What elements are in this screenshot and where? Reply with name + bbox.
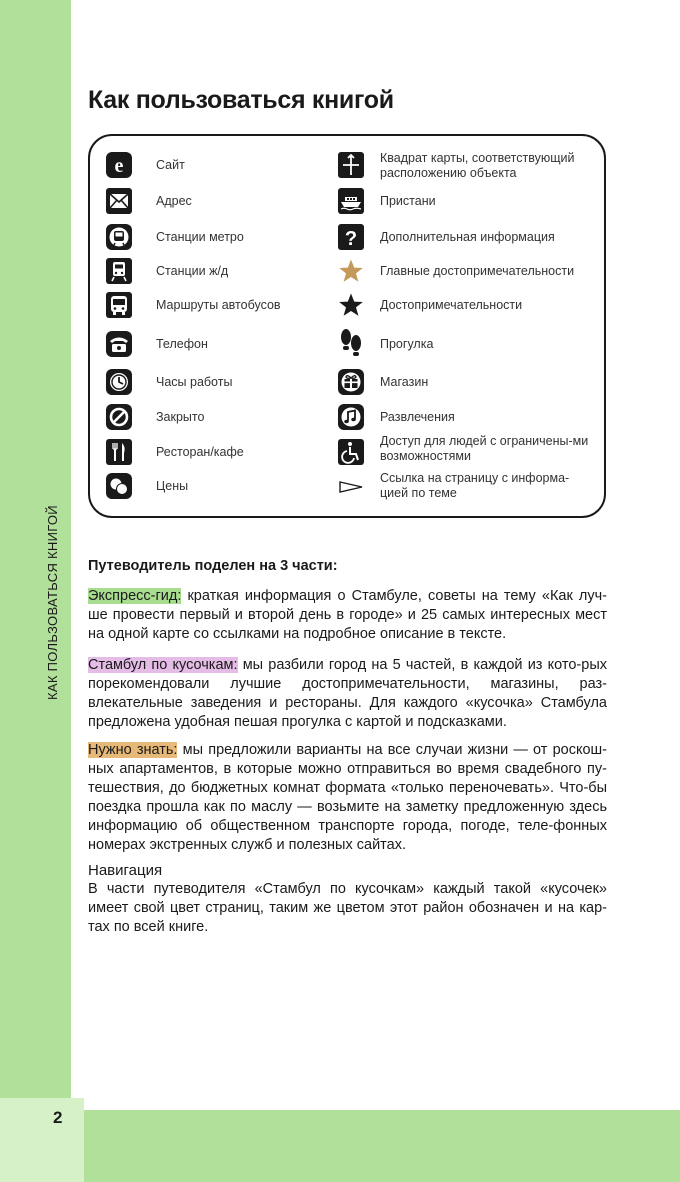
legend-label: Главные достопримечательности: [380, 264, 575, 278]
phone-icon: [106, 331, 132, 357]
envelope-icon: [106, 188, 132, 214]
legend-label: Сайт: [156, 158, 185, 172]
info-question-icon: [338, 224, 364, 250]
legend-label: Ссылка на страницу с информа-цией по теме: [380, 471, 570, 500]
page-link-arrow-icon: [338, 473, 364, 499]
page-title: Как пользоваться книгой: [88, 86, 394, 114]
legend-label: Маршруты автобусов: [156, 298, 281, 312]
legend-label: Цены: [156, 479, 189, 493]
city-pieces-term: Стамбул по кусочкам:: [88, 657, 238, 673]
wheelchair-icon: [338, 439, 364, 465]
legend-label: Закрыто: [156, 410, 205, 424]
coins-icon: [106, 473, 132, 499]
legend-label: Часы работы: [156, 375, 233, 389]
clock-icon: [106, 369, 132, 395]
legend-label: Адрес: [156, 194, 192, 208]
legend-label: Магазин: [380, 375, 429, 389]
need-to-know-paragraph: [88, 741, 607, 855]
gift-icon: [338, 369, 364, 395]
legend-label: Станции метро: [156, 230, 244, 244]
legend-label: Пристани: [380, 194, 436, 208]
music-note-icon: [338, 404, 364, 430]
legend-label: Достопримечательности: [380, 298, 523, 312]
express-guide-text: краткая информация о Стамбуле, советы на тему «Как луч-ше провести первый и второй день в городе» и 25 самых интересных мест на одной карте со ссылками на подробное описание в тексте.: [88, 588, 607, 642]
legend-label: Доступ для людей с ограничены-ми возможностями: [380, 434, 589, 463]
page-number-box: [0, 1098, 84, 1182]
legend-label: Квадрат карты, соответствующий расположению объекта: [380, 151, 575, 180]
legend-label: Дополнительная информация: [380, 230, 555, 244]
need-to-know-term: Нужно знать:: [88, 742, 178, 758]
navigation-heading: Навигация: [88, 862, 163, 879]
metro-icon: [106, 224, 132, 250]
legend-label: Станции ж/д: [156, 264, 229, 278]
city-pieces-text: мы разбили город на 5 частей, в каждой из кото-рых порекомендовали лучшие достопримечательности, магазины, раз-влекательные заведения и рестораны. Для каждого «кусочка» Стамбула предложена удобная пешая прогулка с картой и подсказками.: [88, 657, 607, 730]
web-icon: [106, 152, 132, 178]
black-star-icon: [338, 292, 364, 318]
side-section-label: КАК ПОЛЬЗОВАТЬСЯ КНИГОЙ: [45, 505, 60, 700]
bottom-band: [84, 1110, 680, 1182]
svg-text:e: e: [114, 155, 124, 177]
legend-label: Ресторан/кафе: [156, 445, 244, 459]
closed-icon: [106, 404, 132, 430]
need-to-know-text: мы предложили варианты на все случаи жизни — от роскош-ных апартаментов, в которые можно отправиться во время свадебного пу-тешествия, до бюджетных комнат формата «только переночевать». Что-бы поездка прошла как по маслу — возьмите на заметку предложенную здесь информацию об общественном транспорте города, погоде, теле-фонных номерах экстренных служб и полезных сайтах.: [88, 742, 608, 853]
cutlery-icon: [106, 439, 132, 465]
city-pieces-paragraph: [88, 656, 607, 732]
express-guide-term: Экспресс-гид:: [88, 588, 182, 604]
map-square-icon: [338, 152, 364, 178]
svg-text:?: ?: [344, 228, 358, 250]
page-number: 2: [53, 1108, 63, 1127]
legend-label: Прогулка: [380, 337, 434, 351]
navigation-paragraph: В части путеводителя «Стамбул по кусочкам» каждый такой «кусочек» имеет свой цвет страниц, таким же цветом этот район обозначен и на кар-тах по всей книге.: [88, 881, 607, 935]
footprints-icon: [338, 328, 364, 360]
side-strip: [0, 0, 71, 1098]
legend-box: [88, 134, 606, 518]
bus-icon: [106, 292, 132, 318]
legend-label: Развлечения: [380, 410, 455, 424]
express-guide-paragraph: [88, 587, 607, 644]
intro-heading: Путеводитель поделен на 3 части:: [88, 558, 338, 574]
gold-star-icon: [338, 258, 364, 284]
train-icon: [106, 258, 132, 284]
ferry-icon: [338, 188, 364, 214]
legend-label: Телефон: [156, 337, 208, 351]
